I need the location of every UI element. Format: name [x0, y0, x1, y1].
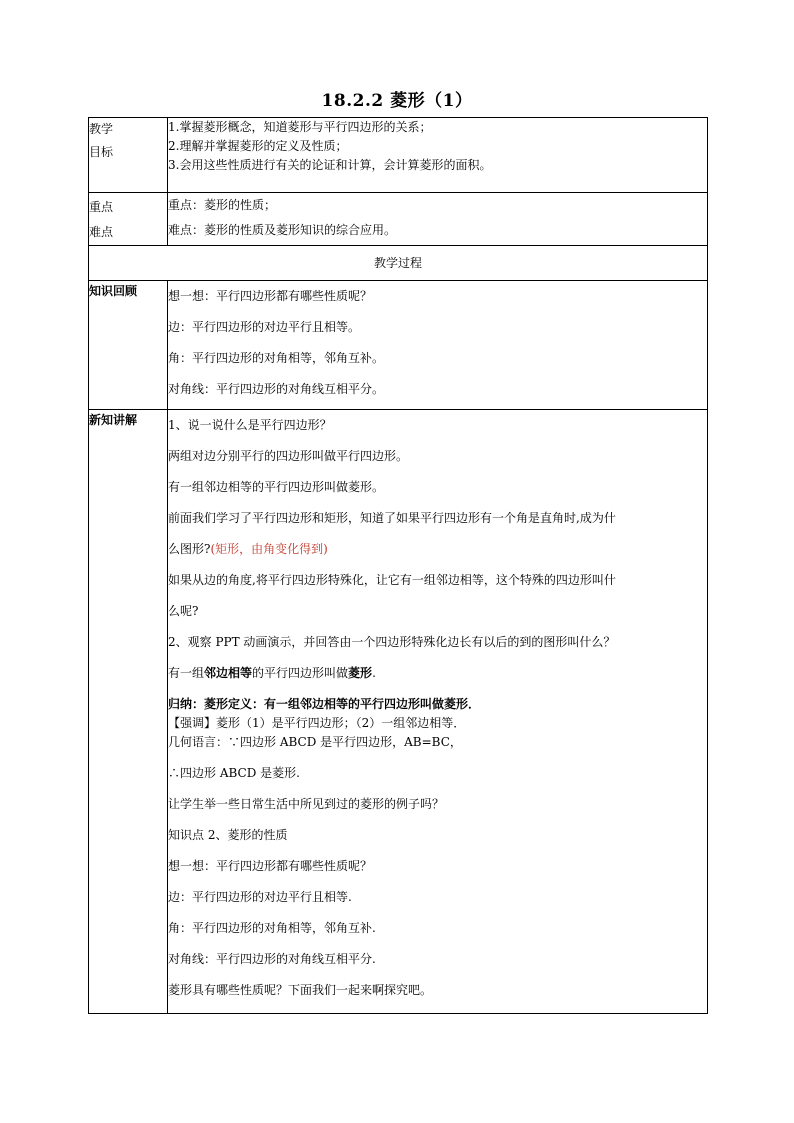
text-segment: 的平行四边形叫做 — [252, 666, 349, 680]
key-points-label — [89, 193, 168, 246]
key-point-item: 重点：菱形的性质； — [168, 198, 277, 212]
text-segment: 有一组 — [168, 666, 205, 680]
review-item: 对角线：平行四边形的对角线互相平分。 — [168, 382, 385, 396]
content-line: 如果从边的角度,将平行四边形特殊化，让它有一组邻边相等，这个特殊的四边形叫什 — [168, 573, 616, 587]
objectives-label-line2: 目标 — [89, 145, 114, 159]
new-knowledge-row — [89, 410, 708, 1014]
content-line — [168, 534, 707, 565]
content-line: 菱形具有哪些性质呢？下面我们一起来啊探究吧。 — [168, 983, 433, 997]
question-text: 么图形? — [168, 542, 211, 556]
objectives-content — [168, 118, 708, 193]
review-item: 角：平行四边形的对角相等，邻角互补。 — [168, 351, 385, 365]
review-item: 想一想：平行四边形都有哪些性质呢？ — [168, 289, 373, 303]
content-line: 1、说一说什么是平行四边形？ — [168, 418, 332, 432]
key-points-row — [89, 193, 708, 246]
objectives-label — [89, 118, 168, 193]
bold-segment: 邻边相等 — [204, 666, 253, 680]
content-line: 2、观察 PPT 动画演示，并回答由一个四边形特殊化边长有以后的到的图形叫什么？ — [168, 635, 616, 649]
key-points-content — [168, 193, 708, 246]
content-line: 两组对边分别平行的四边形叫做平行四边形。 — [168, 449, 409, 463]
content-line: 对角线：平行四边形的对角线互相平分. — [168, 952, 376, 966]
bold-segment: 菱形 — [348, 666, 373, 680]
objectives-row — [89, 118, 708, 193]
review-item: 边：平行四边形的对边平行且相等。 — [168, 320, 361, 334]
content-line: 前面我们学习了平行四边形和矩形，知道了如果平行四边形有一个角是直角时,成为什 — [168, 511, 616, 525]
answer-text: (矩形，由角变化得到) — [210, 542, 328, 556]
key-points-label-line1: 重点 — [89, 200, 114, 214]
process-header: 教学过程 — [89, 246, 708, 281]
content-line: ∴四边形 ABCD 是菱形. — [168, 766, 300, 780]
objectives-label-line1: 教学 — [89, 122, 114, 136]
content-line: 想一想：平行四边形都有哪些性质呢？ — [168, 859, 373, 873]
definition-line: 归纳：菱形定义：有一组邻边相等的平行四边形叫做菱形． — [168, 697, 481, 711]
content-line: 角：平行四边形的对角相等，邻角互补. — [168, 921, 376, 935]
review-row — [89, 281, 708, 410]
objective-item: 3.会用这些性质进行有关的论证和计算，会计算菱形的面积。 — [168, 158, 492, 172]
key-point-item: 难点：菱形的性质及菱形知识的综合应用。 — [168, 223, 397, 237]
content-line: 么呢? — [168, 604, 199, 618]
objective-item: 2.理解并掌握菱形的定义及性质； — [168, 139, 348, 153]
content-line: 【强调】菱形（1）是平行四边形；（2）一组邻边相等． — [168, 716, 466, 730]
review-label: 知识回顾 — [89, 281, 168, 410]
content-line: 有一组邻边相等的平行四边形叫做菱形。 — [168, 480, 385, 494]
new-knowledge-label: 新知讲解 — [89, 410, 168, 1014]
new-knowledge-content — [168, 410, 708, 1014]
content-line: 让学生举一些日常生活中所见到过的菱形的例子吗？ — [168, 797, 445, 811]
review-content — [168, 281, 708, 410]
content-line: 边：平行四边形的对边平行且相等. — [168, 890, 352, 904]
process-header-row — [89, 246, 708, 281]
content-line — [168, 658, 707, 689]
text-segment: . — [372, 666, 376, 680]
page-title: 18.2.2 菱形（1） — [321, 91, 473, 111]
lesson-plan-table — [88, 117, 708, 1014]
content-line: 知识点 2、菱形的性质 — [168, 828, 288, 842]
key-points-label-line2: 难点 — [89, 225, 114, 239]
content-line: 几何语言：∵四边形 ABCD 是平行四边形，AB=BC， — [168, 735, 462, 749]
objective-item: 1.掌握菱形概念，知道菱形与平行四边形的关系； — [168, 120, 432, 134]
